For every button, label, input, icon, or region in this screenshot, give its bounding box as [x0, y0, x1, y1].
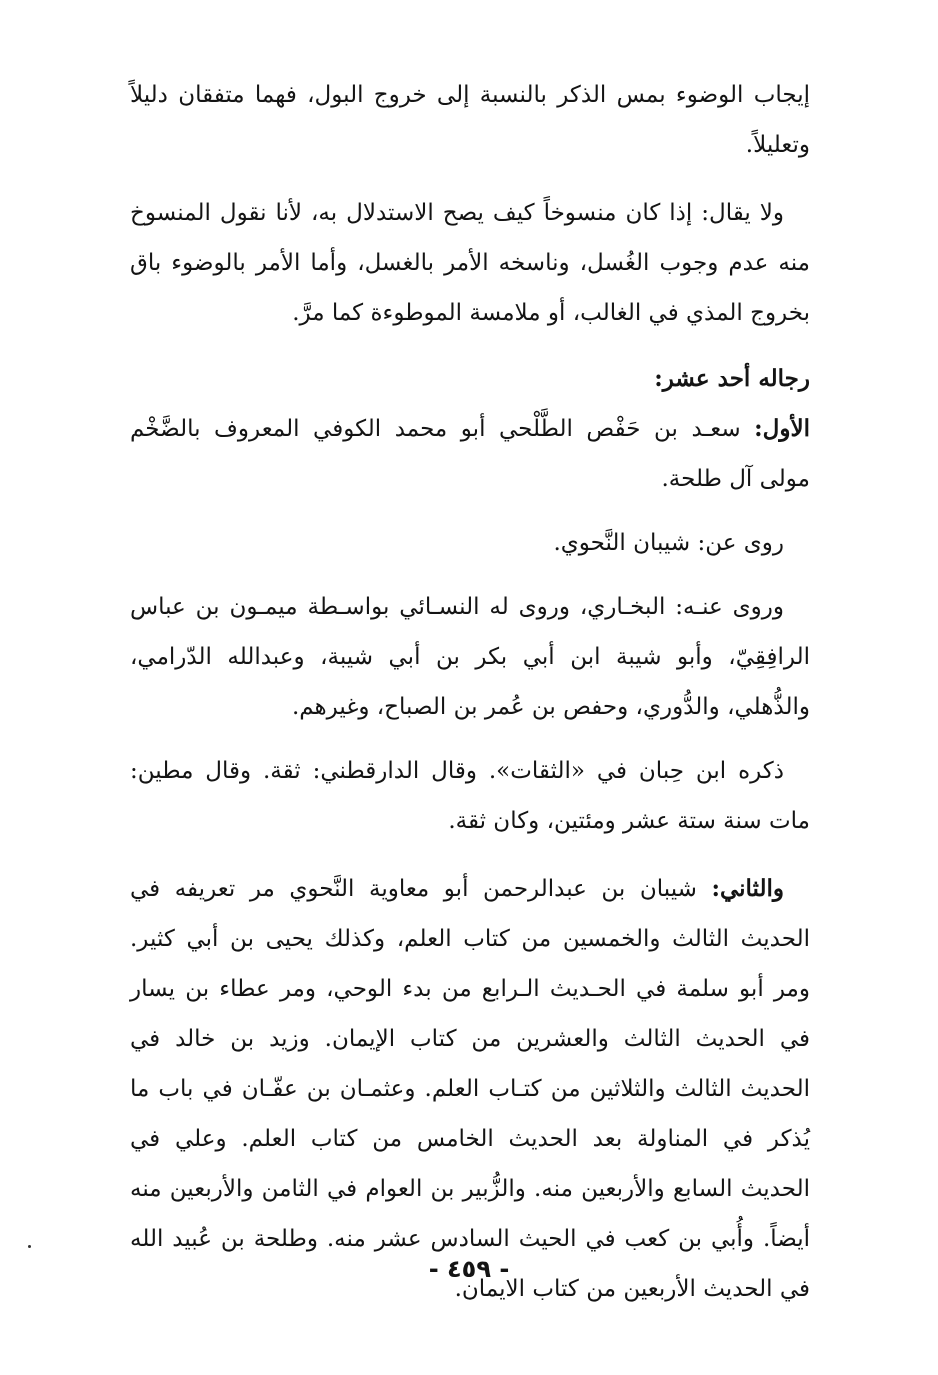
page-body: [130, 70, 810, 1314]
paragraph-abrogation: ولا يقال: إذا كان منسوخاً كيف يصح الاستدلال به، لأنا نقول المنسوخ منه عدم وجوب الغُسل، وناسخه الأمر بالغسل، وأما الأمر بالوضوء باق بخروج المذي في الغالب، أو ملامسة الموطوءة كما مرَّ.: [130, 200, 810, 326]
narrator-second: [130, 864, 810, 1314]
scan-speck: [28, 1245, 31, 1248]
mentioned-by: ذكره ابن حِبان في «الثقات». وقال الدارقطني: ثقة. وقال مطين: مات سنة ستة عشر ومئتين، وكان ثقة.: [130, 758, 810, 834]
narrated-by: وروى عنـه: البخـاري، وروى له النسـائي بواسـطة ميمـون بن عباس الرافِقِيّ، وأبو شيبة ابن أبي بكر بن أبي شيبة، وعبدالله الدّرامي، والذُّهلي، والدُّوري، وحفص بن عُمر بن الصباح، وغيرهم.: [130, 594, 810, 720]
narrator-second-label: والثاني:: [711, 875, 784, 902]
paragraph-continuation: إيجاب الوضوء بمس الذكر بالنسبة إلى خروج البول، فهما متفقان دليلاً وتعليلاً.: [130, 82, 810, 158]
narrator-first: [130, 404, 810, 504]
narrator-first-text: سعـد بن حَفْص الطَّلْحي أبو محمد الكوفي المعروف بالضَّخْم مولى آل طلحة.: [130, 416, 810, 492]
section-heading: رجاله أحد عشر:: [654, 365, 810, 392]
page-number: - ٤٥٩ -: [428, 1255, 510, 1283]
narrator-second-text: شيبان بن عبدالرحمن أبو معاوية النَّحوي مر تعريفه في الحديث الثالث والخمسين من كتاب العلم، وكذلك يحيى بن أبي كثير. ومر أبو سلمة في الحـديث الـرابع من بدء الوحي، ومر عطاء بن يسار في الحديث الثالث والعشرين من كتاب الإيمان. وزيد بن خالد في الحديث الثالث والثلاثين من كتـاب العلم. وعثمـان بن عفّـان في باب ما يُذكر في المناولة بعد الحديث الخامس من كتاب العلم. وعلي في الحديث السابع والأربعين منه. والزُّبير بن العوام في الثامن والأربعين منه أيضاً. وأُبي بن كعب في الحيث السادس عشر منه. وطلحة بن عُبيد الله في الحديث الأربعين من كتاب الايمان.: [130, 876, 810, 1302]
narrated-from: روى عن: شيبان النَّحوي.: [553, 530, 784, 556]
narrator-first-label: الأول:: [754, 415, 810, 442]
